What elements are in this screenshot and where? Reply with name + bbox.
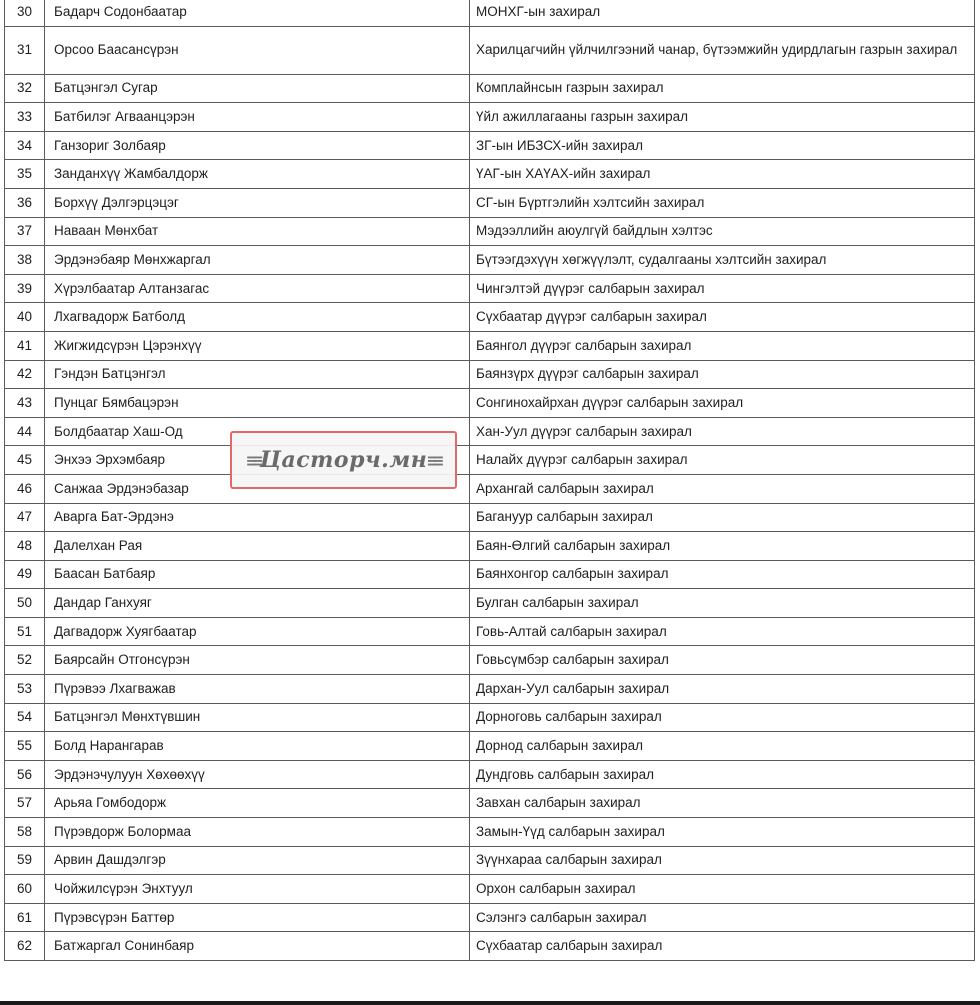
position-title: Дундговь салбарын захирал — [470, 760, 975, 789]
position-title: Дархан-Уул салбарын захирал — [470, 675, 975, 704]
position-title: СГ-ын Бүртгэлийн хэлтсийн захирал — [470, 188, 975, 217]
position-title: ҮАГ-ын ХАҮАХ-ийн захирал — [470, 160, 975, 189]
position-title: Говь-Алтай салбарын захирал — [470, 617, 975, 646]
row-number: 33 — [5, 103, 45, 132]
row-number: 56 — [5, 760, 45, 789]
table-row — [5, 474, 975, 503]
table-row — [5, 217, 975, 246]
person-name: Борхүү Дэлгэрцэцэг — [45, 188, 470, 217]
table-row — [5, 26, 975, 74]
row-number: 40 — [5, 303, 45, 332]
row-number: 52 — [5, 646, 45, 675]
person-name: Батжаргал Сонинбаяр — [45, 932, 470, 961]
table-row — [5, 789, 975, 818]
staff-table-body — [5, 0, 975, 961]
row-number: 61 — [5, 903, 45, 932]
row-number: 38 — [5, 246, 45, 275]
person-name: Эрдэнэбаяр Мөнхжаргал — [45, 246, 470, 275]
row-number: 45 — [5, 446, 45, 475]
watermark-left-dashes: ≡≡ — [246, 450, 260, 470]
position-title: Сүхбаатар дүүрэг салбарын захирал — [470, 303, 975, 332]
table-row — [5, 589, 975, 618]
row-number: 31 — [5, 26, 45, 74]
row-number: 47 — [5, 503, 45, 532]
person-name: Гэндэн Батцэнгэл — [45, 360, 470, 389]
position-title: Чингэлтэй дүүрэг салбарын захирал — [470, 274, 975, 303]
person-name: Далелхан Рая — [45, 532, 470, 561]
person-name: Пүрэвсүрэн Баттөр — [45, 903, 470, 932]
person-name: Болдбаатар Хаш-Од — [45, 417, 470, 446]
person-name: Ганзориг Золбаяр — [45, 131, 470, 160]
watermark-badge — [230, 431, 457, 489]
row-number: 49 — [5, 560, 45, 589]
person-name: Санжаа Эрдэнэбазар — [45, 474, 470, 503]
person-name: Орсоо Баасансүрэн — [45, 26, 470, 74]
table-row — [5, 732, 975, 761]
row-number: 42 — [5, 360, 45, 389]
person-name: Пүрэвээ Лхагважав — [45, 675, 470, 704]
table-row — [5, 0, 975, 26]
table-row — [5, 932, 975, 961]
position-title: Завхан салбарын захирал — [470, 789, 975, 818]
watermark-text: Цасторч.мн — [259, 447, 428, 473]
table-row — [5, 303, 975, 332]
position-title: Сонгинохайрхан дүүрэг салбарын захирал — [470, 389, 975, 418]
table-row — [5, 74, 975, 103]
person-name: Баасан Батбаяр — [45, 560, 470, 589]
person-name: Энхээ Эрхэмбаяр — [45, 446, 470, 475]
row-number: 39 — [5, 274, 45, 303]
row-number: 50 — [5, 589, 45, 618]
position-title: Орхон салбарын захирал — [470, 875, 975, 904]
row-number: 48 — [5, 532, 45, 561]
table-row — [5, 903, 975, 932]
position-title: Үйл ажиллагааны газрын захирал — [470, 103, 975, 132]
position-title: Замын-Үүд салбарын захирал — [470, 818, 975, 847]
position-title: Баянхонгор салбарын захирал — [470, 560, 975, 589]
position-title: Баян-Өлгий салбарын захирал — [470, 532, 975, 561]
position-title: Бүтээгдэхүүн хөгжүүлэлт, судалгааны хэлтсийн захирал — [470, 246, 975, 275]
table-row — [5, 532, 975, 561]
position-title: Хан-Уул дүүрэг салбарын захирал — [470, 417, 975, 446]
table-row — [5, 331, 975, 360]
person-name: Батцэнгэл Сугар — [45, 74, 470, 103]
table-row — [5, 389, 975, 418]
person-name: Эрдэнэчулуун Хөхөөхүү — [45, 760, 470, 789]
table-row — [5, 617, 975, 646]
row-number: 43 — [5, 389, 45, 418]
position-title: Дорнод салбарын захирал — [470, 732, 975, 761]
person-name: Арвин Дашдэлгэр — [45, 846, 470, 875]
person-name: Дандар Ганхуяг — [45, 589, 470, 618]
row-number: 44 — [5, 417, 45, 446]
position-title: Багануур салбарын захирал — [470, 503, 975, 532]
table-row — [5, 246, 975, 275]
person-name: Бадарч Содонбаатар — [45, 0, 470, 26]
position-title: Сүхбаатар салбарын захирал — [470, 932, 975, 961]
table-row — [5, 417, 975, 446]
person-name: Занданхүү Жамбалдорж — [45, 160, 470, 189]
position-title: Сэлэнгэ салбарын захирал — [470, 903, 975, 932]
row-number: 62 — [5, 932, 45, 961]
table-row — [5, 360, 975, 389]
table-row — [5, 274, 975, 303]
position-title: Булган салбарын захирал — [470, 589, 975, 618]
table-row — [5, 446, 975, 475]
table-row — [5, 560, 975, 589]
row-number: 34 — [5, 131, 45, 160]
person-name: Дагвадорж Хуягбаатар — [45, 617, 470, 646]
person-name: Болд Нарангарав — [45, 732, 470, 761]
row-number: 55 — [5, 732, 45, 761]
position-title: Баянзүрх дүүрэг салбарын захирал — [470, 360, 975, 389]
person-name: Батцэнгэл Мөнхтүвшин — [45, 703, 470, 732]
position-title: Дорноговь салбарын захирал — [470, 703, 975, 732]
person-name: Хүрэлбаатар Алтанзагас — [45, 274, 470, 303]
row-number: 51 — [5, 617, 45, 646]
row-number: 53 — [5, 675, 45, 704]
row-number: 36 — [5, 188, 45, 217]
row-number: 46 — [5, 474, 45, 503]
table-row — [5, 818, 975, 847]
row-number: 30 — [5, 0, 45, 26]
table-row — [5, 103, 975, 132]
position-title: Говьсүмбэр салбарын захирал — [470, 646, 975, 675]
page-bottom-edge — [0, 1001, 980, 1005]
position-title: Баянгол дүүрэг салбарын захирал — [470, 331, 975, 360]
table-row — [5, 875, 975, 904]
table-row — [5, 760, 975, 789]
person-name: Лхагвадорж Батболд — [45, 303, 470, 332]
watermark-right-dashes: ≡≡ — [427, 450, 441, 470]
person-name: Баярсайн Отгонсүрэн — [45, 646, 470, 675]
row-number: 59 — [5, 846, 45, 875]
position-title: МОНХГ-ын захирал — [470, 0, 975, 26]
table-row — [5, 846, 975, 875]
person-name: Чойжилсүрэн Энхтуул — [45, 875, 470, 904]
person-name: Наваан Мөнхбат — [45, 217, 470, 246]
row-number: 54 — [5, 703, 45, 732]
table-row — [5, 675, 975, 704]
row-number: 37 — [5, 217, 45, 246]
table-row — [5, 503, 975, 532]
position-title: ЗГ-ын ИБЗСХ-ийн захирал — [470, 131, 975, 160]
person-name: Аварга Бат-Эрдэнэ — [45, 503, 470, 532]
position-title: Комплайнсын газрын захирал — [470, 74, 975, 103]
table-row — [5, 646, 975, 675]
position-title: Мэдээллийн аюулгүй байдлын хэлтэс — [470, 217, 975, 246]
row-number: 41 — [5, 331, 45, 360]
position-title: Зүүнхараа салбарын захирал — [470, 846, 975, 875]
person-name: Батбилэг Агваанцэрэн — [45, 103, 470, 132]
table-row — [5, 131, 975, 160]
position-title: Харилцагчийн үйлчилгээний чанар, бүтээмжийн удирдлагын газрын захирал — [470, 26, 975, 74]
table-row — [5, 188, 975, 217]
table-row — [5, 160, 975, 189]
staff-table — [4, 0, 975, 961]
row-number: 32 — [5, 74, 45, 103]
row-number: 35 — [5, 160, 45, 189]
person-name: Жигжидсүрэн Цэрэнхүү — [45, 331, 470, 360]
row-number: 58 — [5, 818, 45, 847]
position-title: Налайх дүүрэг салбарын захирал — [470, 446, 975, 475]
person-name: Арьяа Гомбодорж — [45, 789, 470, 818]
table-row — [5, 703, 975, 732]
person-name: Пүрэвдорж Болормаа — [45, 818, 470, 847]
row-number: 60 — [5, 875, 45, 904]
position-title: Архангай салбарын захирал — [470, 474, 975, 503]
person-name: Пунцаг Бямбацэрэн — [45, 389, 470, 418]
row-number: 57 — [5, 789, 45, 818]
